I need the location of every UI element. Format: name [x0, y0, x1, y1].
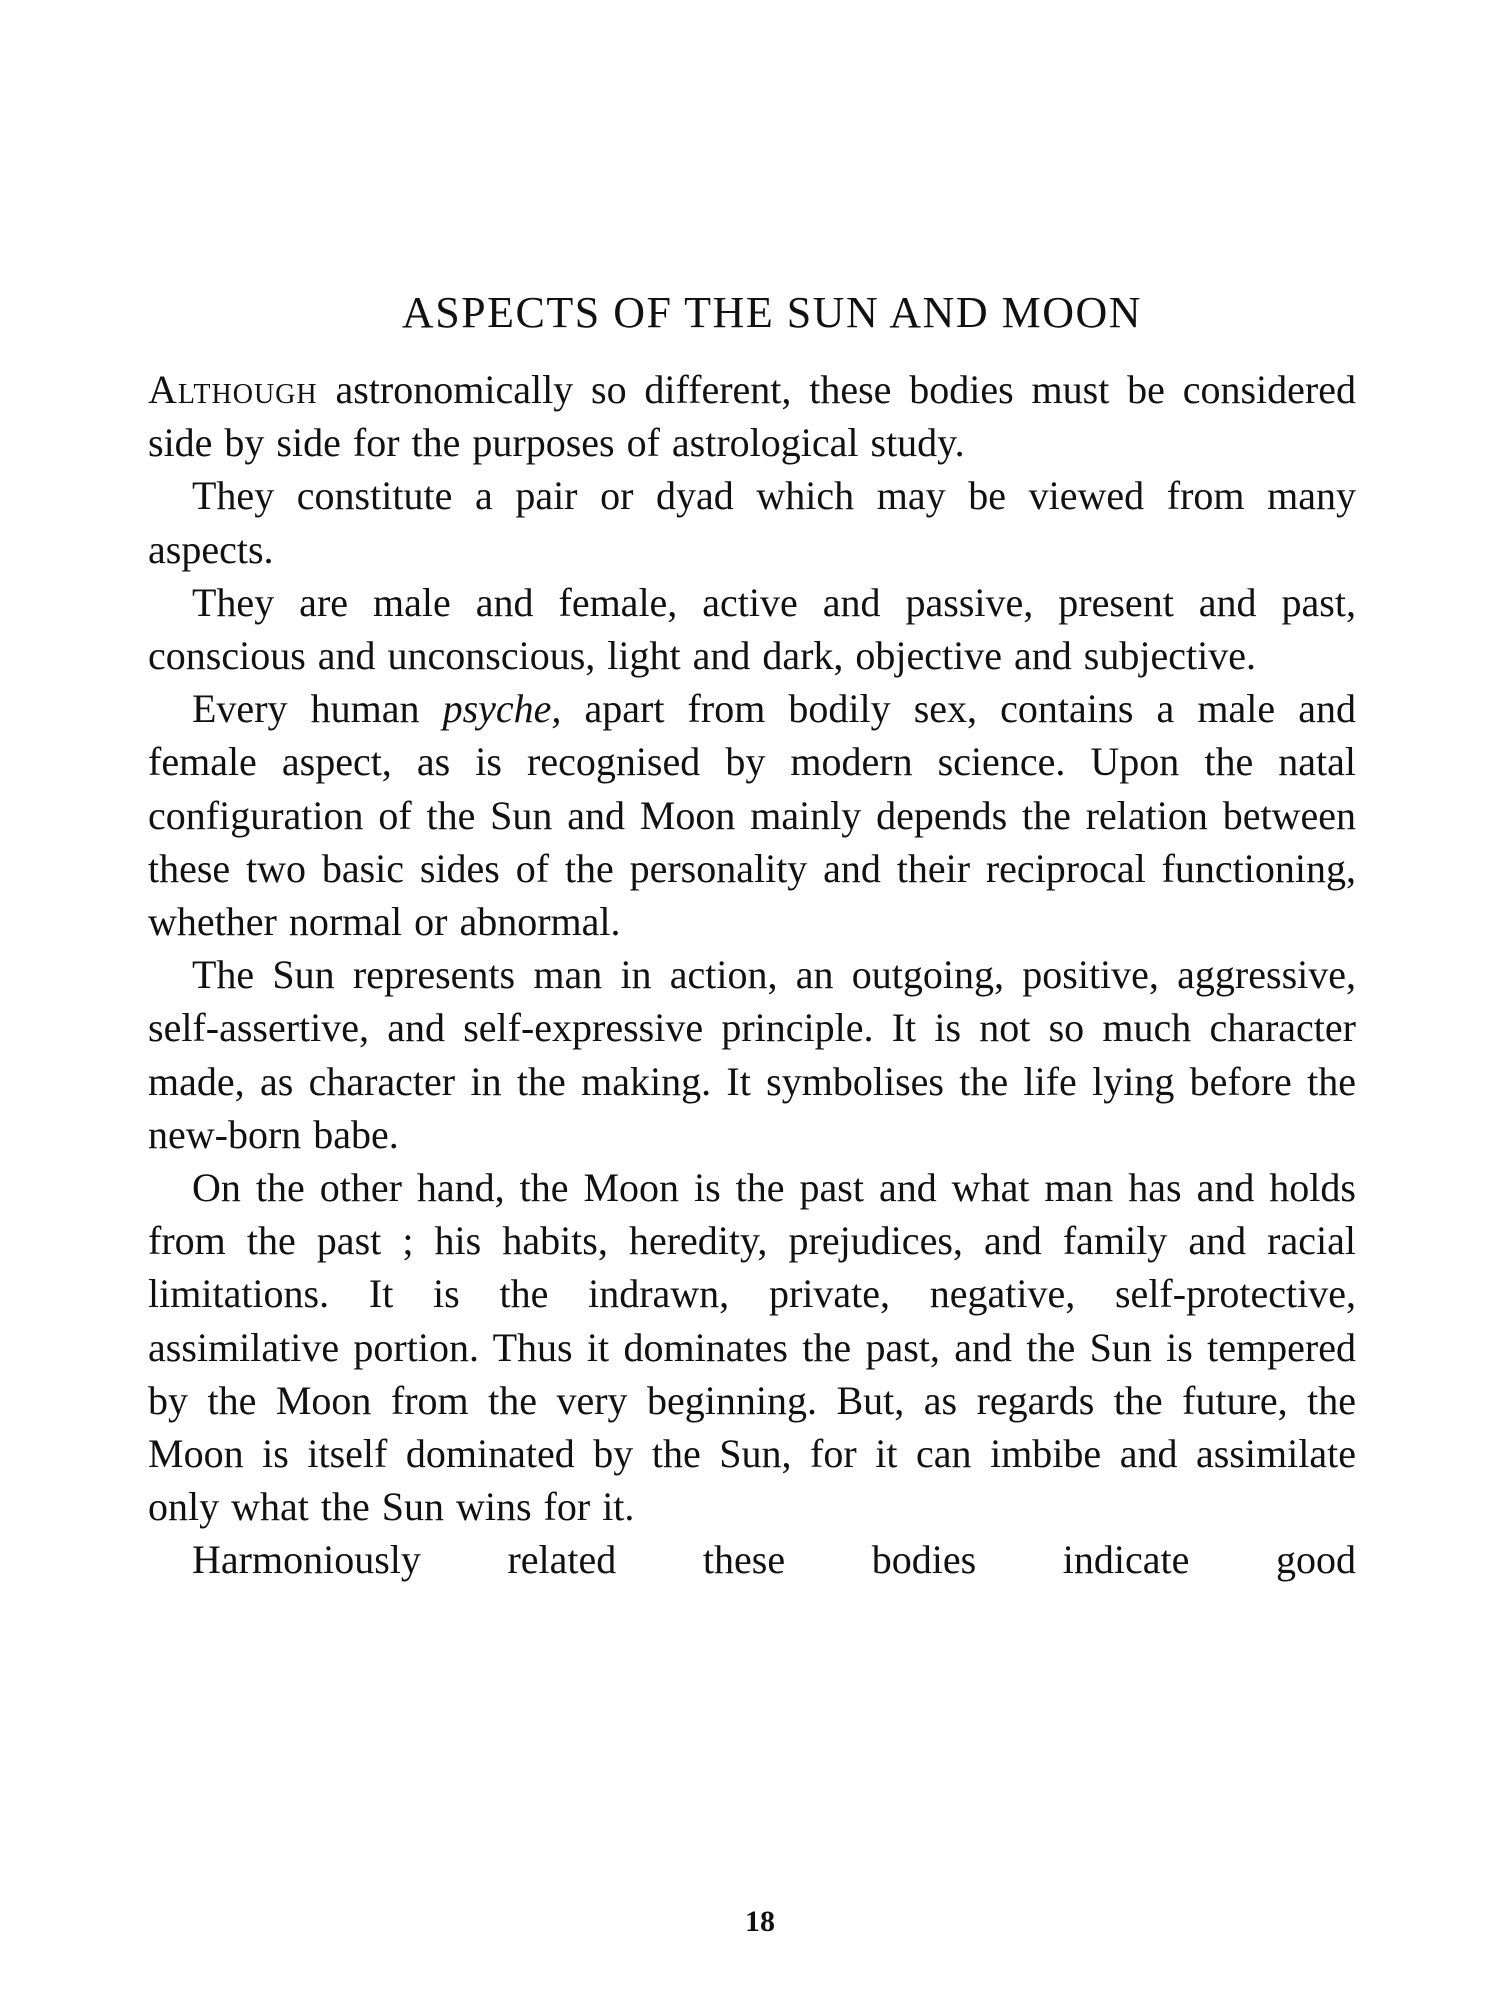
- paragraph-text: apart from bodily sex, contains a male and female aspect, as is recognised by modern science. Upon the natal configuration of the Sun and Moon mainly depends the relation between these two basic sides of the personality and their reciprocal functioning, whether normal or abnormal.: [148, 686, 1356, 945]
- paragraph-5: The Sun represents man in action, an outgoing, positive, aggressive, self-assertive, and self-expressive principle. It is not so much character made, as character in the making. It symbolises the life lying before the new-born babe.: [148, 952, 1356, 1157]
- paragraph-2: They constitute a pair or dyad which may be viewed from many aspects.: [148, 473, 1356, 572]
- paragraph-6: On the other hand, the Moon is the past and what man has and holds from the past ; his habits, heredity, prejudices, and family and racial limitations. It is the indrawn, private, negative, self-protective, assimilative portion. Thus it dominates the past, and the Sun is tempered by the Moon from the very beginning. But, as regards the future, the Moon is itself dominated by the Sun, for it can imbibe and assimilate only what the Sun wins for it.: [148, 1165, 1356, 1530]
- italic-term: psyche,: [442, 686, 562, 732]
- page-number: 18: [745, 1905, 775, 1938]
- paragraph-3: They are male and female, active and passive, present and past, conscious and unconscious, light and dark, objective and subjective.: [148, 579, 1356, 679]
- paragraph-7: Harmoniously related these bodies indicate good: [192, 1537, 1356, 1583]
- page-title: ASPECTS OF THE SUN AND MOON: [401, 288, 1143, 337]
- page-body: [148, 285, 1356, 1587]
- paragraph-lead: Although: [148, 367, 318, 412]
- paragraph-text: astronomically so different, these bodies must be considered side by side for the purposes of astrological study.: [148, 367, 1356, 466]
- paragraph-4: [148, 682, 1356, 948]
- paragraph-1: [148, 363, 1356, 469]
- paragraph-text: Every human: [192, 686, 443, 732]
